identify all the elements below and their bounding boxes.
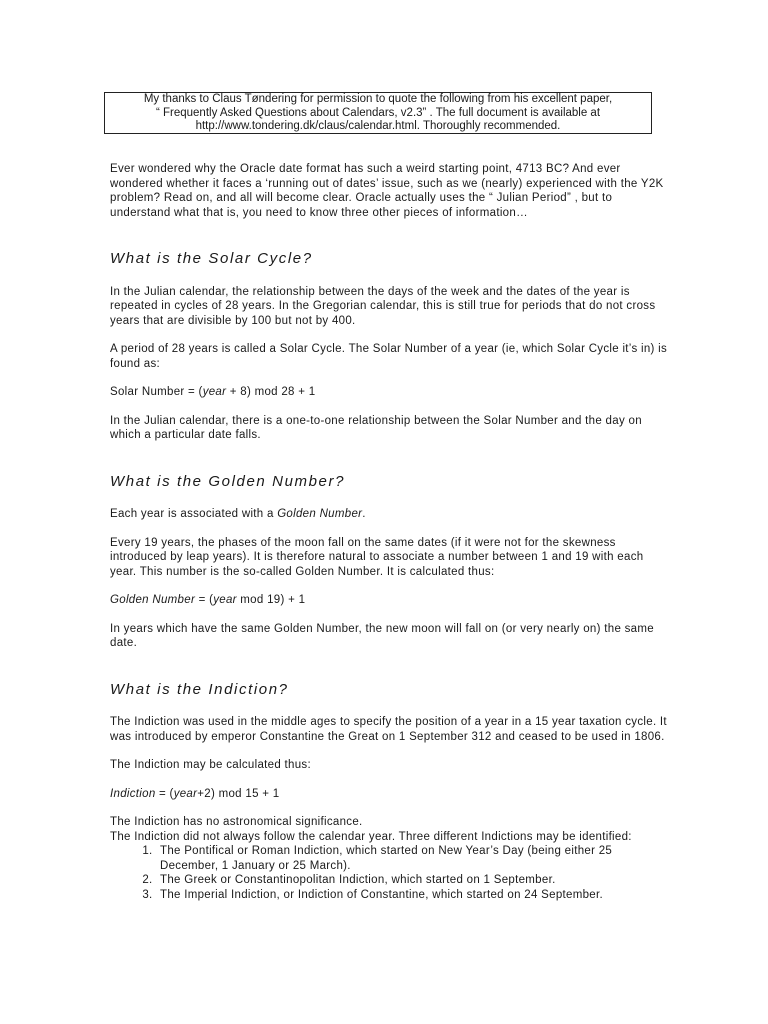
indiction-paragraph-1: The Indiction was used in the middle ages to specify the position of a year in a 15 year taxation cycle. It was introduced by emperor Constantine the Great on 1 September 312 and ceased to be used in 1806.: [110, 716, 667, 743]
golden-formula: [110, 593, 670, 608]
solar-formula-var: year: [202, 386, 227, 398]
golden-paragraph-3: In years which have the same Golden Number, the new moon will fall on (or very nearly on) the same date.: [110, 622, 654, 649]
intro-paragraph: Ever wondered why the Oracle date format has such a weird starting point, 4713 BC? And ever wondered whether it faces a ‘running out of dates’ issue, such as we (nearly) experienced with the Y2K problem? Read on, and all will become clear. Oracle actually uses the “ Julian Period” , but to understand what that is, you need to know three other pieces of information…: [110, 163, 664, 219]
indiction-formula-em1: Indiction: [110, 787, 156, 800]
credit-line-2: “ Frequently Asked Questions about Calendars, v2.3” . The full document is available at: [155, 106, 601, 119]
golden-number-heading: What is the Golden Number?: [110, 472, 346, 490]
golden-p1-suffix: .: [362, 508, 366, 520]
golden-p1-prefix: Each year is associated with a: [110, 508, 278, 520]
golden-formula-em2: year: [213, 594, 237, 606]
indiction-formula-suffix: +2) mod 15 + 1: [197, 787, 280, 800]
solar-paragraph-1: In the Julian calendar, the relationship between the days of the week and the dates of the year is repeated in cycles of 28 years. In the Gregorian calendar, this is still true for periods that do not cross years that are divisible by 100 but not by 400.: [110, 285, 656, 327]
solar-formula-suffix: + 8) mod 28 + 1: [226, 386, 316, 398]
indiction-paragraph-4: The Indiction did not always follow the calendar year. Three different Indictions may be identified:: [110, 830, 632, 843]
credit-line-1: My thanks to Claus Tøndering for permission to quote the following from his excellent paper,: [143, 93, 613, 105]
golden-paragraph-2: Every 19 years, the phases of the moon fall on the same dates (if it were not for the skewness introduced by leap years). It is therefore natural to associate a number between 1 and 19 with each year. This number is the so-called Golden Number. It is calculated thus:: [110, 536, 644, 578]
indiction-paragraph-3: The Indiction has no astronomical significance.: [110, 816, 363, 828]
golden-p1-em: Golden Number: [277, 508, 363, 520]
solar-paragraph-3: In the Julian calendar, there is a one-to-one relationship between the Solar Number and the day on which a particular date falls.: [110, 414, 642, 441]
list-item: 1. The Pontifical or Roman Indiction, which started on New Year’s Day (being either 25 December, 1 January or 25 March).: [156, 844, 670, 873]
indiction-formula-mid: = (: [155, 787, 174, 800]
indiction-paragraph-2: The Indiction may be calculated thus:: [110, 759, 311, 771]
credit-box: [104, 92, 652, 134]
solar-formula-prefix: Solar Number = (: [110, 386, 203, 398]
golden-paragraph-1: [110, 507, 670, 522]
solar-formula: [110, 385, 670, 400]
indiction-formula: [110, 787, 670, 802]
indiction-list: [110, 844, 670, 902]
golden-formula-em1: Golden Number: [110, 594, 196, 606]
list-item: 2. The Greek or Constantinopolitan Indiction, which started on 1 September.: [156, 873, 670, 888]
credit-line-3: http://www.tondering.dk/claus/calendar.html. Thoroughly recommended.: [195, 120, 561, 132]
golden-formula-suffix: mod 19) + 1: [236, 594, 306, 606]
list-item: 3. The Imperial Indiction, or Indiction of Constantine, which started on 24 September.: [156, 888, 670, 903]
solar-cycle-heading: What is the Solar Cycle?: [110, 250, 313, 267]
solar-paragraph-2: A period of 28 years is called a Solar Cycle. The Solar Number of a year (ie, which Solar Cycle it’s in) is found as:: [110, 343, 668, 370]
document-body: [110, 162, 670, 902]
indiction-formula-em2: year: [173, 787, 198, 800]
indiction-heading: What is the Indiction?: [110, 680, 289, 698]
golden-formula-mid: = (: [195, 594, 214, 606]
